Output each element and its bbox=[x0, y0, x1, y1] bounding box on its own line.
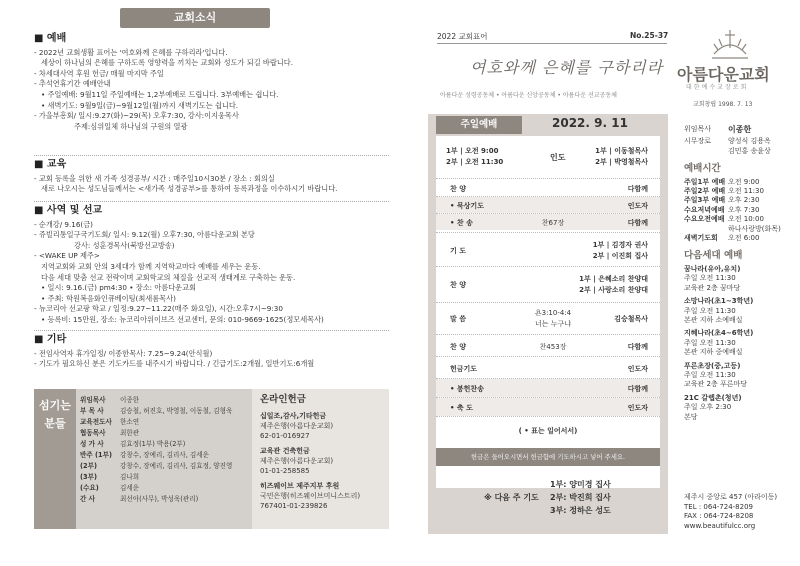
section-heading: ■ 기타 bbox=[34, 334, 67, 345]
text-line: • 새벽기도: 9월9일(금)~9월12일(월)까지 새벽기도는 쉽니다. bbox=[41, 100, 239, 110]
order-person: 2부 | 이진희 집사 bbox=[592, 252, 648, 260]
header-rule bbox=[437, 43, 667, 44]
next-week-person: 3부: 정하은 성도 bbox=[550, 506, 611, 515]
group-name: 21C 갈렙촌(청년) bbox=[684, 393, 742, 402]
staff-row bbox=[80, 472, 250, 483]
text-line: - 추석연휴기간 예배안내 bbox=[34, 79, 111, 89]
staff-names: 김세운 bbox=[120, 484, 140, 492]
staff-role: 간 사 bbox=[80, 495, 96, 503]
account-number: 767401-01-239826 bbox=[260, 502, 328, 510]
text-line: - 기도가 필요하신 분은 기도카드를 내주시기 바랍니다. / 긴급기도:2개월, 일반기도:6개월 bbox=[34, 359, 315, 369]
order-person: 김승철목사 bbox=[614, 315, 648, 323]
group-time: 주일 오전 11:30 bbox=[684, 370, 736, 379]
order-detail: 너는 누구냐 bbox=[534, 320, 572, 328]
time-row bbox=[684, 196, 794, 205]
time-label: 주일3부 예배 bbox=[684, 196, 726, 205]
group-place: 본관 지하 소예배실 bbox=[684, 315, 743, 324]
text-line: - 쥬빌리통일구국기도회/ 일시: 9.12(월) 오후7:30, 아름다운교회 본당 bbox=[34, 230, 255, 240]
order-label: • 봉헌찬송 bbox=[450, 385, 484, 393]
account-number: 62-01-016927 bbox=[260, 432, 310, 440]
order-person: 다함께 bbox=[627, 385, 648, 393]
divider bbox=[34, 201, 389, 202]
founded-date: 교회창립 1998. 7. 13 bbox=[693, 101, 753, 108]
time-value: 오전 6:00 bbox=[728, 234, 760, 243]
group-time: 주일 오전 11:30 bbox=[684, 338, 736, 347]
order-person: 1부 | 김경자 권사 bbox=[592, 241, 648, 249]
row-divider bbox=[436, 178, 660, 179]
order-label: 찬 양 bbox=[450, 185, 466, 193]
text-line: - 전임사역자 휴가일정/ 이종한목사: 7.25~9.24(안식월) bbox=[34, 348, 213, 358]
order-person: 1부 | 은혜소리 찬양대 bbox=[579, 275, 648, 283]
order-label: 기 도 bbox=[450, 247, 466, 255]
staff-names: 최선아(사무), 박성욱(관리) bbox=[120, 495, 199, 503]
section-heading: ■ 사역 및 선교 bbox=[34, 205, 103, 216]
offering-notice: 헌금은 들어오시면서 헌금함에 기도하시고 넣어 주세요. bbox=[436, 448, 660, 466]
church-logo-icon bbox=[710, 28, 750, 62]
pastor-name: 이종한 bbox=[728, 125, 752, 134]
time-label: 새벽기도회 bbox=[684, 234, 718, 243]
communities-line: 아름다운 성령공동체 • 아름다운 신앙공동체 • 아름다운 선교공동체 bbox=[440, 92, 617, 99]
row-divider bbox=[436, 356, 660, 357]
order-person: 다함께 bbox=[627, 343, 648, 351]
order-person: 인도자 bbox=[627, 404, 648, 412]
text-line: • 일시: 9.16.(금) pm4:30 • 장소: 아름다운교회 bbox=[41, 283, 197, 293]
website-link[interactable]: www.beautifulcc.org bbox=[684, 521, 756, 530]
serve-title-line: 섬기는 bbox=[39, 399, 71, 412]
group-time: 주일 오전 11:30 bbox=[684, 306, 736, 315]
order-item bbox=[436, 274, 660, 296]
serve-box bbox=[34, 389, 389, 529]
text-line: • 주일예배: 9월11일 주일예배는 1,2부예배로 드립니다. 3부예배는 쉽니다. bbox=[41, 89, 279, 99]
church-denomination: 대한예수교장로회 bbox=[686, 84, 749, 91]
staff-row bbox=[80, 450, 250, 461]
news-tab: 교회소식 bbox=[120, 8, 270, 28]
account-number: 01-01-258585 bbox=[260, 467, 310, 475]
time-row bbox=[684, 178, 794, 187]
elders-row bbox=[684, 147, 794, 156]
time-value: 오후 7:30 bbox=[728, 205, 760, 214]
account-heading: 교육관 건축헌금 bbox=[260, 447, 310, 455]
issue-number: No.25-37 bbox=[630, 31, 669, 40]
order-label: • 찬 송 bbox=[450, 219, 473, 227]
row-divider bbox=[436, 302, 660, 303]
fax-number: FAX : 064-724-8208 bbox=[684, 512, 754, 520]
order-item bbox=[436, 308, 660, 330]
section-education bbox=[34, 160, 389, 195]
time-value: 오전 10:00 bbox=[728, 215, 764, 224]
staff-role: 교육전도사 bbox=[80, 418, 112, 426]
stand-note: ( • 표는 일어서서) bbox=[518, 427, 578, 435]
elders-row bbox=[684, 137, 794, 146]
pastor-role: 위임목사 bbox=[684, 125, 712, 133]
time-row bbox=[684, 225, 794, 234]
time-value: 오전 11:30 bbox=[728, 187, 764, 196]
next-week-list bbox=[550, 478, 611, 517]
staff-role: (3부) bbox=[80, 473, 97, 481]
staff-row bbox=[80, 417, 250, 428]
time-label: 수요오전예배 bbox=[684, 215, 725, 224]
service-times bbox=[436, 146, 660, 172]
order-person: 다함께 bbox=[627, 219, 648, 227]
row-divider bbox=[436, 416, 660, 417]
staff-role: 위임목사 bbox=[80, 396, 106, 404]
order-label: 찬 양 bbox=[450, 281, 466, 289]
order-label: 찬 양 bbox=[450, 343, 466, 351]
bank-name: 국민은행(히즈웨이브미니스트리) bbox=[260, 492, 361, 500]
group-name: 꿈나라(유아,유치) bbox=[684, 264, 741, 273]
time-label: 수요저녁예배 bbox=[684, 205, 725, 214]
staff-role: 성 가 사 bbox=[80, 440, 104, 448]
text-line: - 2022년 교회생활 표어는 '여호와께 은혜를 구하리라'입니다. bbox=[34, 47, 228, 57]
time-row bbox=[684, 206, 794, 215]
worship-tab: 주일예배 bbox=[436, 116, 522, 134]
worship-date: 2022. 9. 11 bbox=[552, 116, 628, 130]
staff-role: (2부) bbox=[80, 462, 97, 470]
staff-names: 강창수, 장예리, 김리사, 김세운 bbox=[120, 451, 210, 459]
text-line: • 주최: 학원복음화인큐베이팅(최새롬목사) bbox=[41, 293, 176, 303]
group-place: 본당 bbox=[684, 412, 698, 421]
text-line: 강사: 성훈경목사(북방선교방송) bbox=[74, 240, 175, 250]
divider bbox=[34, 155, 389, 156]
section-heading: ■ 교육 bbox=[34, 159, 67, 170]
row-divider bbox=[436, 266, 660, 267]
time-value: 오전 9:00 bbox=[728, 177, 760, 186]
service-leader: 1부 | 이동철목사 bbox=[595, 147, 648, 155]
divider bbox=[34, 330, 389, 331]
order-person: 인도자 bbox=[627, 202, 648, 210]
leader-label: 인도 bbox=[550, 153, 566, 162]
elders-role: 시무장로 bbox=[684, 137, 712, 146]
service-times-heading: 예배시간 bbox=[684, 163, 721, 175]
staff-names: 강창수, 장예리, 김리사, 김효정, 양진영 bbox=[120, 462, 233, 470]
text-line: 새로 나오시는 성도님들께서는 <새가족 성경공부>를 통하여 등록과정을 이수하시기 바랍니다. bbox=[41, 184, 338, 194]
staff-names: 한소연 bbox=[120, 418, 140, 426]
bank-name: 제주은행(아름다운교회) bbox=[260, 422, 334, 430]
order-person: 다함께 bbox=[627, 185, 648, 193]
order-detail: 찬67장 bbox=[541, 219, 565, 227]
staff-role: (수요) bbox=[80, 484, 99, 492]
order-of-service bbox=[436, 136, 660, 488]
text-line: - <WAKE UP 제주> bbox=[34, 251, 100, 261]
time-label bbox=[684, 225, 728, 234]
pastor-row bbox=[684, 125, 794, 134]
time-label: 주일2부 예배 bbox=[684, 187, 726, 196]
staff-role: 반주 (1부) bbox=[80, 451, 113, 459]
staff-row bbox=[80, 483, 250, 494]
motto-header: 2022 교회표어 bbox=[437, 32, 488, 41]
serve-title bbox=[34, 389, 76, 529]
worship-panel bbox=[428, 114, 668, 534]
next-week-label: ※ 다음 주 기도 bbox=[484, 493, 539, 502]
group-place: 교육관 2층 푸른마당 bbox=[684, 380, 747, 389]
staff-names: 이종한 bbox=[120, 396, 140, 404]
motto-text: 여호와께 은혜를 구하리라 bbox=[470, 58, 664, 77]
row-divider bbox=[436, 334, 660, 335]
text-line: 세상이 하나님의 은혜를 구하도록 영향력을 끼치는 교회와 성도가 되길 바랍니다. bbox=[41, 58, 293, 68]
group-time: 주일 오후 2:30 bbox=[684, 403, 732, 412]
order-person: 2부 | 사랑소리 찬양대 bbox=[579, 286, 648, 294]
text-line: 주제:심위일체 하나님의 구원의 열광 bbox=[74, 121, 188, 131]
phone-number: TEL : 064-724-8209 bbox=[684, 502, 753, 511]
leader-list bbox=[595, 146, 648, 168]
text-line: - 교회 등록을 위한 새 가족 성경공부/ 시간 : 매주일10시30분 / 장소 : 회의실 bbox=[34, 173, 275, 183]
group-name: 지혜나라(초4~6학년) bbox=[684, 329, 754, 338]
order-item bbox=[436, 240, 660, 262]
time-label: 주일1부 예배 bbox=[684, 177, 726, 186]
account-heading: 히즈웨이브 제주지부 후원 bbox=[260, 482, 340, 490]
order-label: • 축 도 bbox=[450, 404, 473, 412]
staff-row bbox=[80, 428, 250, 439]
text-line: 다음 세대 맞춤 선교 전략이며 교회학교의 체질을 선교적 생태계로 구축하는 운동. bbox=[41, 272, 296, 282]
order-person: 인도자 bbox=[627, 365, 648, 373]
next-week-prayer bbox=[436, 476, 660, 532]
online-offering bbox=[252, 389, 389, 529]
text-line: • 등록비: 15만원, 장소: 뉴코리아위이브즈 선교센터, 문의: 010-9669-1625(정모세목사) bbox=[41, 314, 324, 324]
account-heading: 십일조,감사,기타헌금 bbox=[260, 412, 327, 420]
time-value: 하나사랑방(화목) bbox=[728, 224, 781, 233]
elders-names: 양성식 김용옥 bbox=[728, 137, 771, 146]
text-line: - 뉴코리아 선교팡 학교 / 일정:9.27~11.22(매주 화요일), 시간:오후7시~9:30 bbox=[34, 304, 283, 314]
staff-names: 최한관 bbox=[120, 429, 140, 437]
text-line: - 가을부흥회/ 일시:9.27(화)~29(목) 오후7:30, 강사:이지웅목사 bbox=[34, 111, 239, 121]
staff-row bbox=[80, 494, 250, 505]
order-label: 헌금기도 bbox=[450, 365, 478, 373]
section-worship bbox=[34, 34, 389, 132]
text-line: 지역교회와 교회 안의 3세대가 함께 지역학교마다 예배를 세우는 운동. bbox=[41, 261, 261, 271]
order-detail: 찬453장 bbox=[539, 343, 567, 351]
text-line: - 순개강/ 9.16(금) bbox=[34, 219, 93, 229]
church-address bbox=[684, 493, 777, 531]
next-gen-heading: 다음세대 예배 bbox=[684, 250, 743, 262]
group-place: 교육관 2층 꿈마당 bbox=[684, 283, 741, 292]
group-time: 주일 오전 11:30 bbox=[684, 274, 736, 283]
address-line: 제주시 중앙로 457 (아라이동) bbox=[684, 493, 778, 501]
section-ministry bbox=[34, 206, 389, 326]
service-time: 1부 | 오전 9:00 bbox=[446, 147, 499, 155]
next-week-person: 1부: 양미경 집사 bbox=[550, 480, 611, 489]
church-name: 아름다운교회 bbox=[677, 65, 770, 84]
staff-names: 김나희 bbox=[120, 473, 140, 481]
section-other bbox=[34, 335, 389, 370]
elders-names: 김민홍 송윤상 bbox=[728, 146, 771, 155]
staff-names: 김효정(1부) 박용(2부) bbox=[120, 440, 186, 448]
order-label: • 묵상기도 bbox=[450, 202, 484, 210]
service-time-list bbox=[446, 146, 503, 168]
section-heading: ■ 예배 bbox=[34, 33, 67, 44]
online-offering-title: 온라인헌금 bbox=[260, 394, 306, 405]
staff-role: 부 목 사 bbox=[80, 407, 104, 415]
staff-list bbox=[80, 395, 250, 505]
staff-role: 협동목사 bbox=[80, 429, 106, 437]
service-time: 2부 | 오전 11:30 bbox=[446, 158, 504, 166]
bank-name: 제주은행(아름다운교회) bbox=[260, 457, 334, 465]
time-value: 오후 2:30 bbox=[728, 196, 760, 205]
text-line: - 차세대사역 후원 헌금/ 매월 마지막 주일 bbox=[34, 68, 164, 78]
group-name: 소망나라(초1~3학년) bbox=[684, 297, 754, 306]
group-name: 푸른초장(중,고등) bbox=[684, 361, 741, 370]
staff-row bbox=[80, 395, 250, 406]
order-label: 말 씀 bbox=[450, 315, 466, 323]
time-row bbox=[684, 234, 794, 243]
next-week-person: 2부: 박진희 집사 bbox=[550, 493, 611, 502]
row-divider bbox=[436, 232, 660, 233]
serve-title-line: 분들 bbox=[44, 417, 66, 430]
staff-names: 김승철, 허진호, 박영철, 이동철, 김형욱 bbox=[120, 407, 233, 415]
time-row bbox=[684, 215, 794, 224]
order-detail: 욘3:10-4:4 bbox=[534, 309, 572, 317]
staff-row bbox=[80, 439, 250, 450]
group-place: 본관 지하 중예배실 bbox=[684, 348, 743, 357]
service-leader: 2부 | 박영철목사 bbox=[595, 158, 648, 166]
staff-row bbox=[80, 406, 250, 417]
side-info bbox=[684, 125, 794, 422]
staff-row bbox=[80, 461, 250, 472]
